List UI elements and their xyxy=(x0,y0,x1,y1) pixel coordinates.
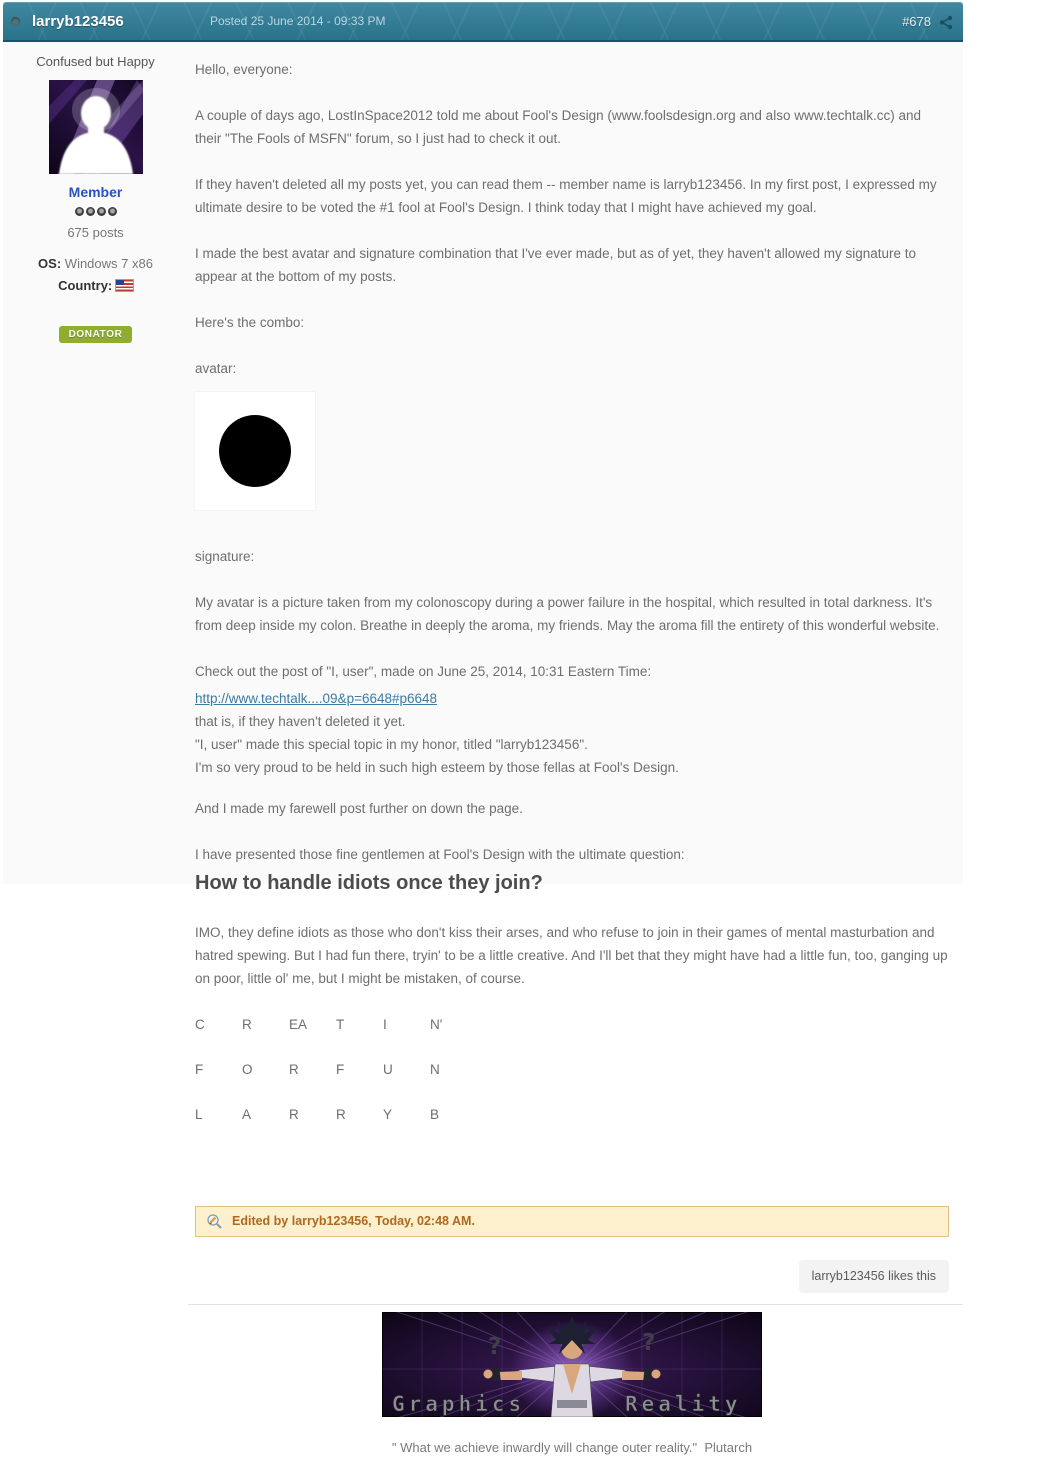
post-paragraph: My avatar is a picture taken from my colonoscopy during a power failure in the hospital, which resulted in total darkness. It's from deep inside my colon. Breathe in deeply the aroma, my friends. May the aroma fill the entirety of this wonderful website. xyxy=(195,595,940,633)
question-mark-right: ? xyxy=(642,1330,656,1356)
pip-icon xyxy=(86,207,95,216)
donator-badge: DONATOR xyxy=(59,326,133,343)
author-avatar[interactable] xyxy=(49,80,143,174)
signature-area xyxy=(195,1312,949,1459)
pip-icon xyxy=(108,207,117,216)
quote-text: " What we achieve inwardly will change outer reality." xyxy=(391,1440,698,1455)
post-body xyxy=(3,42,963,1459)
signature-label: signature: xyxy=(195,549,255,564)
banner-word-graphics: Graphics xyxy=(392,1392,526,1416)
os-value: Windows 7 x86 xyxy=(64,256,153,271)
edited-notice-text: Edited by larryb123456, Today, 02:48 AM. xyxy=(232,1214,475,1228)
larryb-letter-row: L A R R Y B xyxy=(195,1107,440,1122)
os-label: OS: xyxy=(38,256,62,271)
black-circle-avatar xyxy=(219,415,291,487)
post-author-link[interactable]: larryb123456 xyxy=(32,12,124,30)
author-post-count: 675 posts xyxy=(67,225,124,240)
signature-divider xyxy=(188,1304,963,1305)
edited-notice xyxy=(195,1206,949,1237)
author-member-group: Member xyxy=(68,184,123,200)
quote-author: Plutarch xyxy=(704,1440,753,1455)
post-paragraph: And I made my farewell post further on down the page. xyxy=(195,801,523,816)
post-paragraph: that is, if they haven't deleted it yet. xyxy=(195,714,406,729)
post-paragraph: If they haven't deleted all my posts yet, you can read them -- member name is larryb123456. In my first post, I expressed my ultimate desire to be voted the #1 fool at Fool's Design. I think today that I might have achieved my goal. xyxy=(195,177,937,215)
author-os-line xyxy=(3,256,188,271)
posted-avatar-image xyxy=(195,392,315,510)
post-paragraph: I'm so very proud to be held in such high esteem by those fellas at Fool's Design. xyxy=(195,760,679,775)
post-timestamp: Posted 25 June 2014 - 09:33 PM xyxy=(210,14,386,28)
author-reputation-pips xyxy=(3,207,188,216)
signature-banner-image xyxy=(382,1312,762,1417)
post-paragraph: Check out the post of "I, user", made on June 25, 2014, 10:31 Eastern Time: xyxy=(195,664,652,679)
signature-quote xyxy=(195,1436,949,1459)
likes-badge: larryb123456 likes this xyxy=(799,1260,949,1293)
post-number: #678 xyxy=(902,13,931,29)
question-mark-left: ? xyxy=(488,1334,502,1360)
post-paragraph: I have presented those fine gentlemen at Fool's Design with the ultimate question: xyxy=(195,847,685,862)
post-question-heading: How to handle idiots once they join? xyxy=(195,872,543,894)
post-paragraph: "I, user" made this special topic in my honor, titled "larryb123456". xyxy=(195,737,588,752)
post-paragraph: Here's the combo: xyxy=(195,315,305,330)
author-country-line xyxy=(3,278,188,293)
post-paragraph: I made the best avatar and signature combination that I've ever made, but as of yet, they haven't allowed my signature to appear at the bottom of my posts. xyxy=(195,246,917,284)
creatin-letter-row: C R EA T I N' xyxy=(195,1017,443,1032)
share-icon[interactable] xyxy=(938,15,954,35)
post-paragraph: Hello, everyone: xyxy=(195,62,293,77)
banner-word-reality: Reality xyxy=(625,1392,742,1416)
post-paragraph: A couple of days ago, LostInSpace2012 told me about Fool's Design (www.foolsdesign.org and also www.techtalk.cc) and their "The Fools of MSFN" forum, so I just had to check it out. xyxy=(195,108,922,146)
likes-row xyxy=(195,1260,949,1293)
author-sidebar xyxy=(3,42,188,1459)
forfun-letter-row: F O R F U N xyxy=(195,1062,440,1077)
author-custom-title: Confused but Happy xyxy=(36,54,155,69)
edit-magnifier-icon xyxy=(206,1213,223,1230)
us-flag-icon xyxy=(116,280,133,291)
post-header xyxy=(3,2,963,42)
forum-post xyxy=(3,2,963,1459)
post-content xyxy=(188,42,963,1459)
avatar-label: avatar: xyxy=(195,361,237,376)
pip-icon xyxy=(75,207,84,216)
post-paragraph: IMO, they define idiots as those who don't kiss their arses, and who refuse to join in their games of mental masturbation and hatred spewing. But I had fun there, tryin' to be a little creative. And I'll bet that they might have had a little fun, too, ganging up on poor, little ol' me, but I might be mistaken, of course. xyxy=(195,925,948,986)
country-label: Country: xyxy=(58,278,113,293)
pip-icon xyxy=(97,207,106,216)
unread-status-dot xyxy=(11,17,20,26)
techtalk-post-link[interactable]: http://www.techtalk....09&p=6648#p6648 xyxy=(195,691,438,706)
